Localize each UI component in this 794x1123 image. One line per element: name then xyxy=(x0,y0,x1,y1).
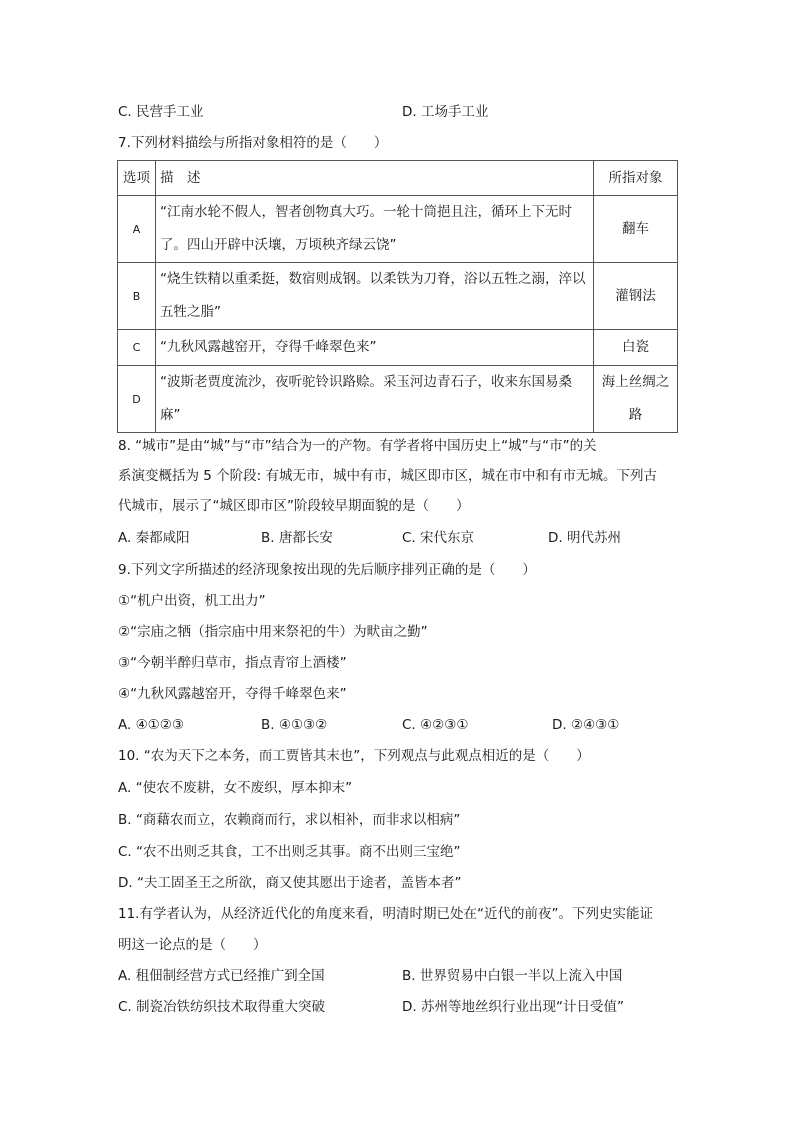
q8-stem-line3: 代城市，展示了“城区即市区”阶段较早期面貌的是（ ） xyxy=(118,498,470,514)
q7-row-a xyxy=(118,196,678,263)
q11-option-c: C. 制瓷冶铁纺织技术取得重大突破 xyxy=(118,999,326,1015)
q8-option-d: D. 明代苏州 xyxy=(548,530,621,546)
q11-option-b: B. 世界贸易中白银一半以上流入中国 xyxy=(402,968,623,984)
q7-row-d xyxy=(118,366,678,433)
q8-stem-line2: 系演变概括为 5 个阶段: 有城无市，城中有市，城区即市区，城在市中和有市无城。下列古 xyxy=(118,468,658,484)
q11-option-a: A. 租佃制经营方式已经推广到全国 xyxy=(118,968,325,984)
q7-table xyxy=(117,160,678,433)
q7-row-b-option: B xyxy=(118,263,156,330)
q7-row-b-object: 灌钢法 xyxy=(594,263,678,330)
q9-option-a: A. ④①②③ xyxy=(118,717,184,733)
q7-header-description: 描 述 xyxy=(156,161,594,196)
q10-stem: 10. “农为天下之本务，而工贾皆其末也”，下列观点与此观点相近的是（ ） xyxy=(118,748,590,764)
q10-option-d: D. “夫工固圣王之所欲，商又使其愿出于途者，盖皆本者” xyxy=(118,875,462,891)
q9-item-4: ④“九秋风露越窑开，夺得千峰翠色来” xyxy=(118,686,347,702)
q9-option-b: B. ④①③② xyxy=(261,717,328,733)
q7-header-object: 所指对象 xyxy=(594,161,678,196)
q7-header-option: 选项 xyxy=(118,161,156,196)
q8-stem-line1: 8. “城市”是由“城”与“市”结合为一的产物。有学者将中国历史上“城”与“市”的关 xyxy=(118,438,597,454)
q7-row-a-option: A xyxy=(118,196,156,263)
q10-option-a: A. “使农不废耕，女不废织，厚本抑末” xyxy=(118,780,353,796)
q7-row-c xyxy=(118,330,678,366)
q10-option-b: B. “商藉农而立，农赖商而行，求以相补，而非求以相病” xyxy=(118,812,461,828)
q6-option-d: D. 工场手工业 xyxy=(402,104,489,120)
q7-row-c-option: C xyxy=(118,330,156,366)
q8-option-c: C. 宋代东京 xyxy=(402,530,475,546)
q9-item-2: ②“宗庙之牺（指宗庙中用来祭祀的牛）为畎亩之勤” xyxy=(118,624,428,640)
q7-row-c-object: 白瓷 xyxy=(594,330,678,366)
q11-stem-line2: 明这一论点的是（ ） xyxy=(118,937,267,953)
q7-stem: 7.下列材料描绘与所指对象相符的是（ ） xyxy=(118,135,388,151)
q9-item-3: ③“今朝半醉归草市，指点青帘上酒楼” xyxy=(118,655,347,671)
q9-option-d: D. ②④③① xyxy=(552,717,620,733)
q8-option-b: B. 唐都长安 xyxy=(261,530,333,546)
q9-item-1: ①“机户出资，机工出力” xyxy=(118,593,266,609)
q9-stem: 9.下列文字所描述的经济现象按出现的先后顺序排列正确的是（ ） xyxy=(118,562,536,578)
q7-row-c-description: “九秋风露越窑开，夺得千峰翠色来” xyxy=(156,330,594,366)
q11-stem-line1: 11.有学者认为，从经济近代化的角度来看，明清时期已处在“近代的前夜”。下列史实能证 xyxy=(118,906,653,922)
q10-option-c: C. “农不出则乏其食，工不出则乏其事。商不出则三宝绝” xyxy=(118,844,461,860)
q8-option-a: A. 秦都咸阳 xyxy=(118,530,190,546)
q6-option-c: C. 民营手工业 xyxy=(118,104,204,120)
q9-option-c: C. ④②③① xyxy=(402,717,469,733)
q7-row-b-description: “烧生铁精以重柔挺，数宿则成钢。以柔铁为刀脊，浴以五牲之溺，淬以五牲之脂” xyxy=(156,263,594,330)
q7-table-header xyxy=(118,161,678,196)
q7-row-b xyxy=(118,263,678,330)
q11-option-d: D. 苏州等地丝织行业出现“计日受值” xyxy=(402,999,624,1015)
q7-row-a-object: 翻车 xyxy=(594,196,678,263)
q7-row-a-description: “江南水轮不假人，智者创物真大巧。一轮十筒挹且注，循环上下无时了。四山开辟中沃壤，万顷秧齐绿云饶” xyxy=(156,196,594,263)
q7-row-d-description: “波斯老贾度流沙，夜听驼铃识路赊。采玉河边青石子，收来东国易桑麻” xyxy=(156,366,594,433)
q7-row-d-object: 海上丝绸之路 xyxy=(594,366,678,433)
q7-row-d-option: D xyxy=(118,366,156,433)
